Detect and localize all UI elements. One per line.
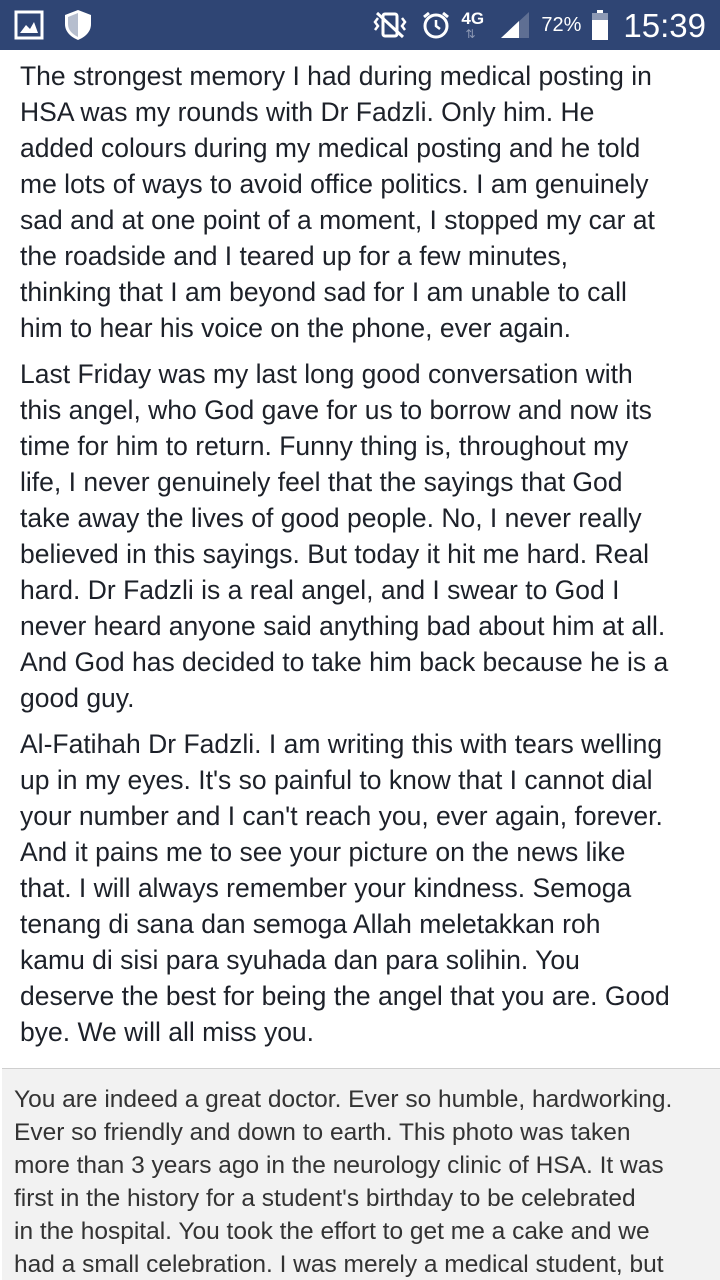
- quote-line: more than 3 years ago in the neurology clinic of HSA. It was: [14, 1152, 664, 1179]
- text-line: that. I will always remember your kindness. Semoga: [20, 873, 632, 903]
- text-line: your number and I can't reach you, ever again, forever.: [20, 801, 663, 831]
- text-line: him to hear his voice on the phone, ever again.: [20, 313, 571, 343]
- status-bar-left: [14, 9, 92, 41]
- text-line: added colours during my medical posting and he told: [20, 133, 641, 163]
- text-line: Al-Fatihah Dr Fadzli. I am writing this with tears welling: [20, 729, 663, 759]
- alarm-icon: [421, 10, 451, 40]
- quoted-text: [14, 1083, 672, 1280]
- battery-icon: [591, 9, 609, 41]
- text-line: Last Friday was my last long good conversation with: [20, 359, 633, 389]
- text-line: The strongest memory I had during medical posting in: [20, 61, 652, 91]
- signal-icon: [499, 10, 531, 40]
- quote-line: had a small celebration. I was merely a medical student, but: [14, 1251, 664, 1278]
- data-arrows-icon: ⇅: [465, 27, 475, 41]
- post-paragraph: [20, 726, 710, 1050]
- text-line: believed in this sayings. But today it hit me hard. Real: [20, 539, 649, 569]
- quoted-image[interactable]: [2, 1068, 720, 1280]
- text-line: And God has decided to take him back because he is a: [20, 647, 669, 677]
- post-paragraph: [20, 356, 710, 716]
- quote-line: Ever so friendly and down to earth. This photo was taken: [14, 1119, 631, 1146]
- text-line: hard. Dr Fadzli is a real angel, and I swear to God I: [20, 575, 620, 605]
- text-line: take away the lives of good people. No, I never really: [20, 503, 642, 533]
- network-4g-icon: [461, 8, 489, 42]
- text-line: up in my eyes. It's so painful to know that I cannot dial: [20, 765, 653, 795]
- quote-line: first in the history for a student's birthday to be celebrated: [14, 1185, 636, 1212]
- text-line: this angel, who God gave for us to borrow and now its: [20, 395, 652, 425]
- text-line: And it pains me to see your picture on the news like: [20, 837, 626, 867]
- text-line: good guy.: [20, 683, 135, 713]
- text-line: tenang di sana dan semoga Allah meletakkan roh: [20, 909, 601, 939]
- text-line: kamu di sisi para syuhada dan para solihin. You: [20, 945, 580, 975]
- quote-line: You are indeed a great doctor. Ever so humble, hardworking.: [14, 1086, 673, 1113]
- text-line: the roadside and I teared up for a few minutes,: [20, 241, 568, 271]
- post-paragraph: [20, 58, 710, 346]
- text-line: never heard anyone said anything bad about him at all.: [20, 611, 666, 641]
- text-line: deserve the best for being the angel that you are. Good: [20, 981, 670, 1011]
- shield-icon: [64, 9, 92, 41]
- battery-percent: 72%: [541, 14, 582, 36]
- quote-line: in the hospital. You took the effort to get me a cake and we: [14, 1218, 650, 1245]
- gallery-icon: [14, 10, 44, 40]
- text-line: bye. We will all miss you.: [20, 1017, 315, 1047]
- text-line: sad and at one point of a moment, I stopped my car at: [20, 205, 655, 235]
- vibrate-icon: [369, 10, 411, 40]
- network-type-label: 4G: [461, 9, 485, 28]
- status-bar-right: [369, 0, 706, 50]
- text-line: life, I never genuinely feel that the sayings that God: [20, 467, 623, 497]
- post-body: [20, 58, 710, 1060]
- text-line: time for him to return. Funny thing is, throughout my: [20, 431, 629, 461]
- text-line: thinking that I am beyond sad for I am unable to call: [20, 277, 627, 307]
- status-bar: [0, 0, 720, 50]
- text-line: me lots of ways to avoid office politics. I am genuinely: [20, 169, 649, 199]
- clock: 15:39: [623, 6, 706, 44]
- text-line: HSA was my rounds with Dr Fadzli. Only him. He: [20, 97, 595, 127]
